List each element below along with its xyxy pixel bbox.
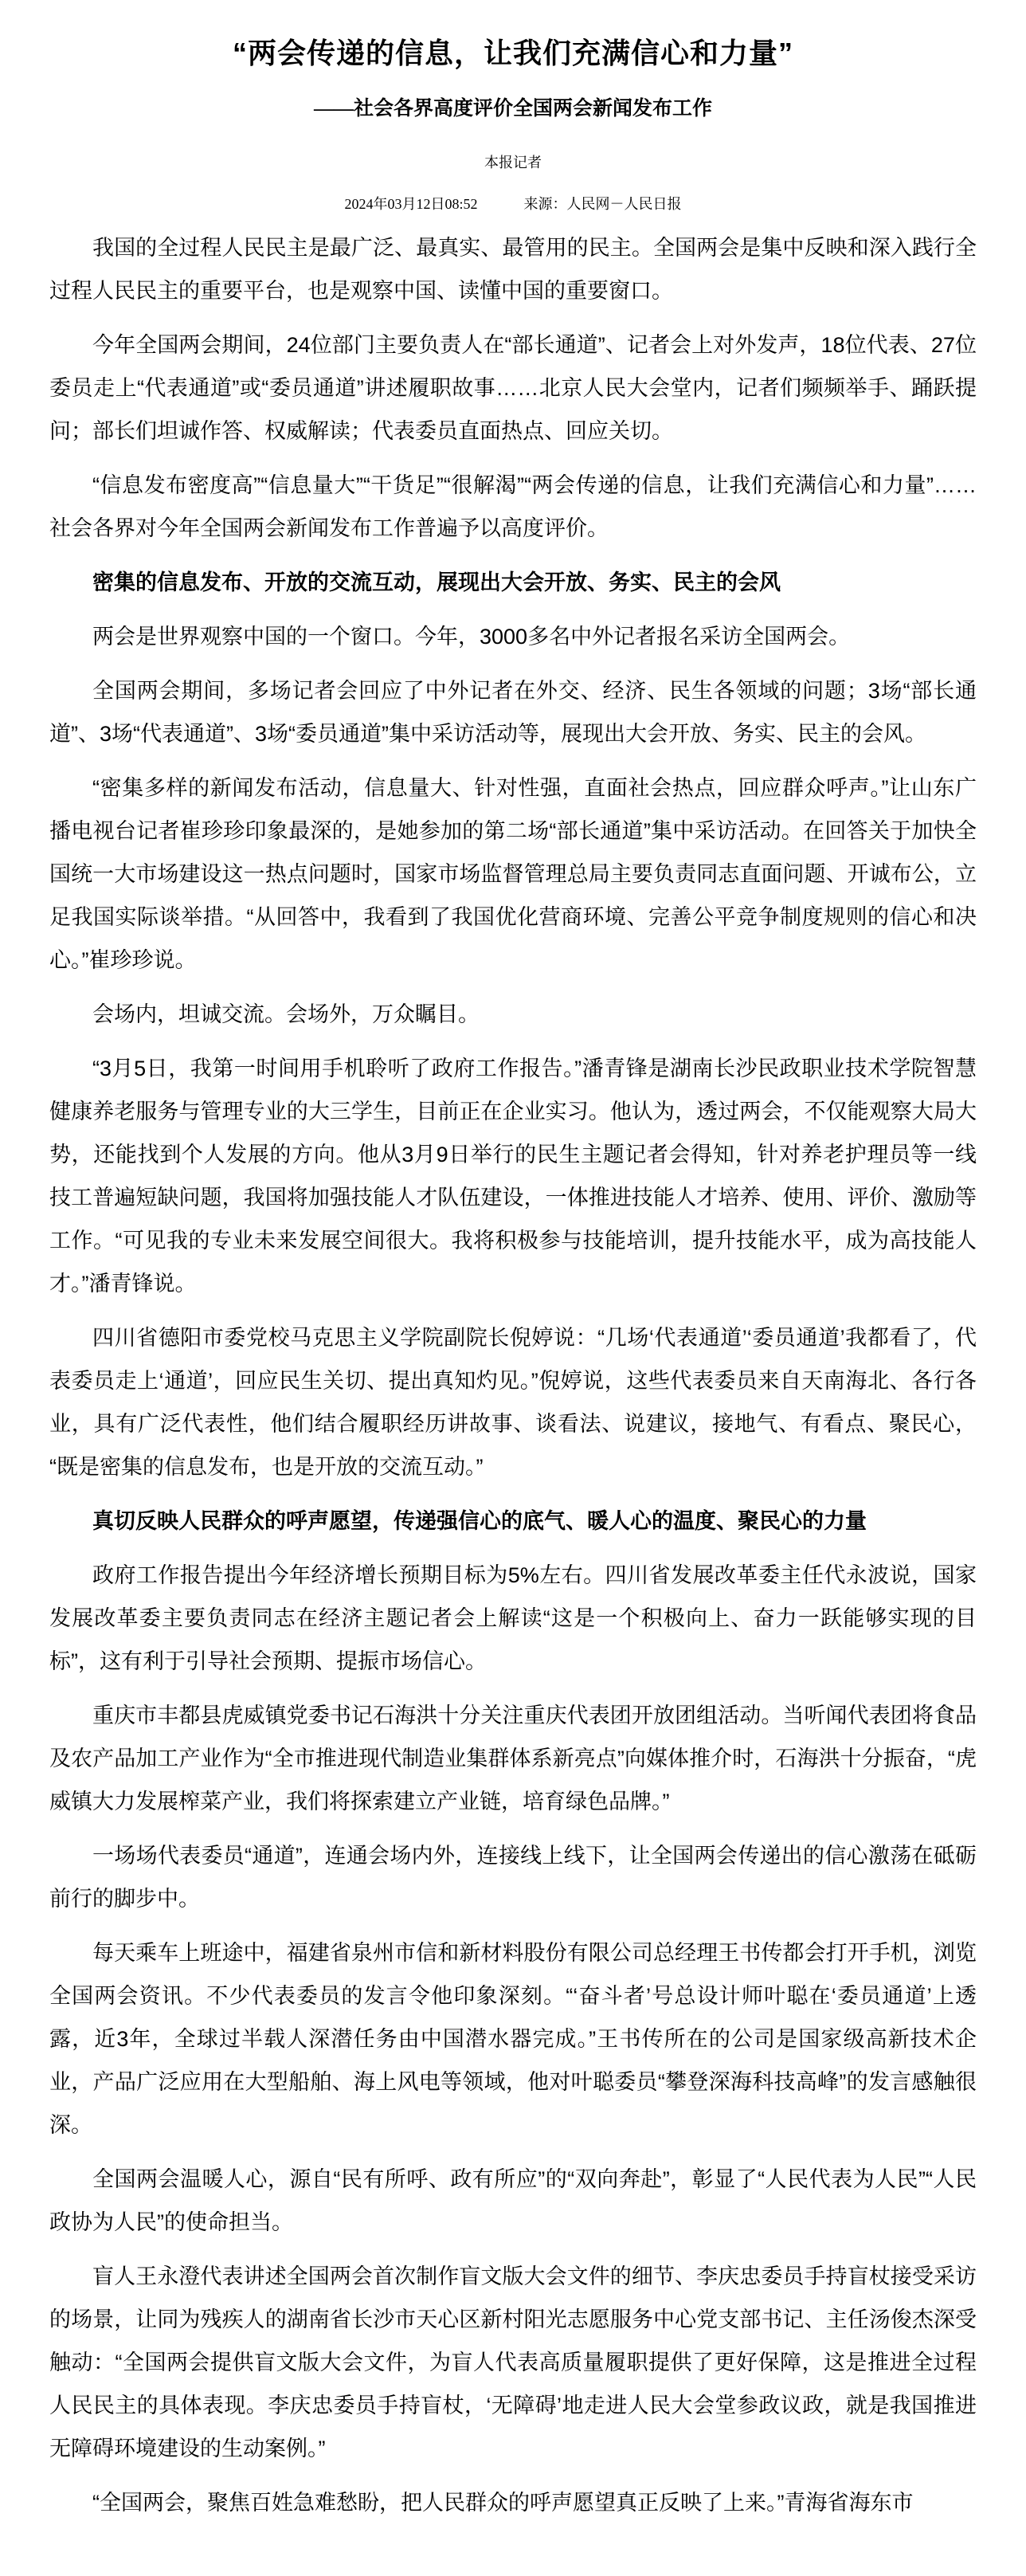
paragraph: “全国两会，聚焦百姓急难愁盼，把人民群众的呼声愿望真正反映了上来。”青海省海东市	[92, 2491, 914, 2515]
paragraph: 盲人王永澄代表讲述全国两会首次制作盲文版大会文件的细节、李庆忠委员手持盲杖接受采访的场景，让同为残疾人的湖南省长沙市天心区新村阳光志愿服务中心党支部书记、主任汤俊杰深受触动：“全国两会提供盲文版大会文件，为盲人代表高质量履职提供了更好保障，这是推进全过程人民民主的具体表现。李庆忠委员手持盲杖，‘无障碍’地走进人民大会堂参政议政，就是我国推进无障碍环境建设的生动案例。”	[49, 2264, 977, 2461]
meta-row	[0, 195, 1026, 213]
page-title: “两会传递的信息，让我们充满信心和力量”	[232, 37, 793, 69]
paragraph: 政府工作报告提出今年经济增长预期目标为5%左右。四川省发展改革委主任代永波说，国家发展改革委主要负责同志在经济主题记者会上解读“这是一个积极向上、奋力一跃能够实现的目标”，这有利于引导社会预期、提振市场信心。	[49, 1563, 977, 1674]
source-label: 来源：人民网－人民日报	[523, 196, 682, 213]
paragraph: 今年全国两会期间，24位部门主要负责人在“部长通道”、记者会上对外发声，18位代表、27位委员走上“代表通道”或“委员通道”讲述履职故事……北京人民大会堂内，记者们频频举手、踊跃提问；部长们坦诚作答、权威解读；代表委员直面热点、回应关切。	[49, 333, 977, 444]
paragraph: 两会是世界观察中国的一个窗口。今年，3000多名中外记者报名采访全国两会。	[92, 625, 851, 649]
paragraph: 一场场代表委员“通道”，连通会场内外，连接线上线下，让全国两会传递出的信心激荡在砥砺前行的脚步中。	[49, 1844, 977, 1911]
section-heading: 真切反映人民群众的呼声愿望，传递强信心的底气、暖人心的温度、聚民心的力量	[92, 1509, 867, 1534]
article-subtitle: ——社会各界高度评价全国两会新闻发布工作	[313, 97, 712, 120]
paragraph: 会场内，坦诚交流。会场外，万众瞩目。	[92, 1002, 480, 1027]
paragraph: “密集多样的新闻发布活动，信息量大、针对性强，直面社会热点，回应群众呼声。”让山东广播电视台记者崔珍珍印象最深的，是她参加的第二场“部长通道”集中采访活动。在回答关于加快全国统一大市场建设这一热点问题时，国家市场监督管理总局主要负责同志直面问题、开诚布公，立足我国实际谈举措。“从回答中，我看到了我国优化营商环境、完善公平竞争制度规则的信心和决心。”崔珍珍说。	[49, 776, 977, 973]
section-heading: 密集的信息发布、开放的交流互动，展现出大会开放、务实、民主的会风	[92, 570, 781, 595]
paragraph: “信息发布密度高”“信息量大”“干货足”“很解渴”“两会传递的信息，让我们充满信心和力量”……社会各界对今年全国两会新闻发布工作普遍予以高度评价。	[49, 473, 977, 541]
article-body	[49, 226, 977, 2524]
paragraph: 四川省德阳市委党校马克思主义学院副院长倪婷说：“几场‘代表通道’‘委员通道’我都看了，代表委员走上‘通道’，回应民生关切、提出真知灼见。”倪婷说，这些代表委员来自天南海北、各行各业，具有广泛代表性，他们结合履职经历讲故事、谈看法、说建议，接地气、有看点、聚民心，“既是密集的信息发布，也是开放的交流互动。”	[49, 1326, 977, 1480]
paragraph: 每天乘车上班途中，福建省泉州市信和新材料股份有限公司总经理王书传都会打开手机，浏览全国两会资讯。不少代表委员的发言令他印象深刻。“‘奋斗者’号总设计师叶聪在‘委员通道’上透露，近3年，全球过半载人深潜任务由中国潜水器完成。”王书传所在的公司是国家级高新技术企业，产品广泛应用在大型船舶、海上风电等领域，他对叶聪委员“攀登深海科技高峰”的发言感触很深。	[49, 1941, 977, 2138]
paragraph: 全国两会温暖人心，源自“民有所呼、政有所应”的“双向奔赴”，彰显了“人民代表为人民”“人民政协为人民”的使命担当。	[49, 2167, 977, 2235]
paragraph: “3月5日，我第一时间用手机聆听了政府工作报告。”潘青锋是湖南长沙民政职业技术学院智慧健康养老服务与管理专业的大三学生，目前正在企业实习。他认为，透过两会，不仅能观察大局大势，还能找到个人发展的方向。他从3月9日举行的民生主题记者会得知，针对养老护理员等一线技工普遍短缺问题，我国将加强技能人才队伍建设，一体推进技能人才培养、使用、评价、激励等工作。“可见我的专业未来发展空间很大。我将积极参与技能培训，提升技能水平，成为高技能人才。”潘青锋说。	[49, 1057, 977, 1296]
paragraph: 我国的全过程人民民主是最广泛、最真实、最管用的民主。全国两会是集中反映和深入践行全过程人民民主的重要平台，也是观察中国、读懂中国的重要窗口。	[49, 236, 977, 304]
paragraph: 重庆市丰都县虎威镇党委书记石海洪十分关注重庆代表团开放团组活动。当听闻代表团将食品及农产品加工产业作为“全市推进现代制造业集群体系新亮点”向媒体推介时，石海洪十分振奋，“虎威镇大力发展榨菜产业，我们将探索建立产业链，培育绿色品牌。”	[49, 1704, 977, 1814]
paragraph: 全国两会期间，多场记者会回应了中外记者在外交、经济、民生各领域的问题；3场“部长通道”、3场“代表通道”、3场“委员通道”集中采访活动等，展现出大会开放、务实、民主的会风。	[49, 679, 977, 747]
byline: 本报记者	[484, 155, 542, 171]
publish-datetime: 2024年03月12日08:52	[344, 196, 478, 213]
